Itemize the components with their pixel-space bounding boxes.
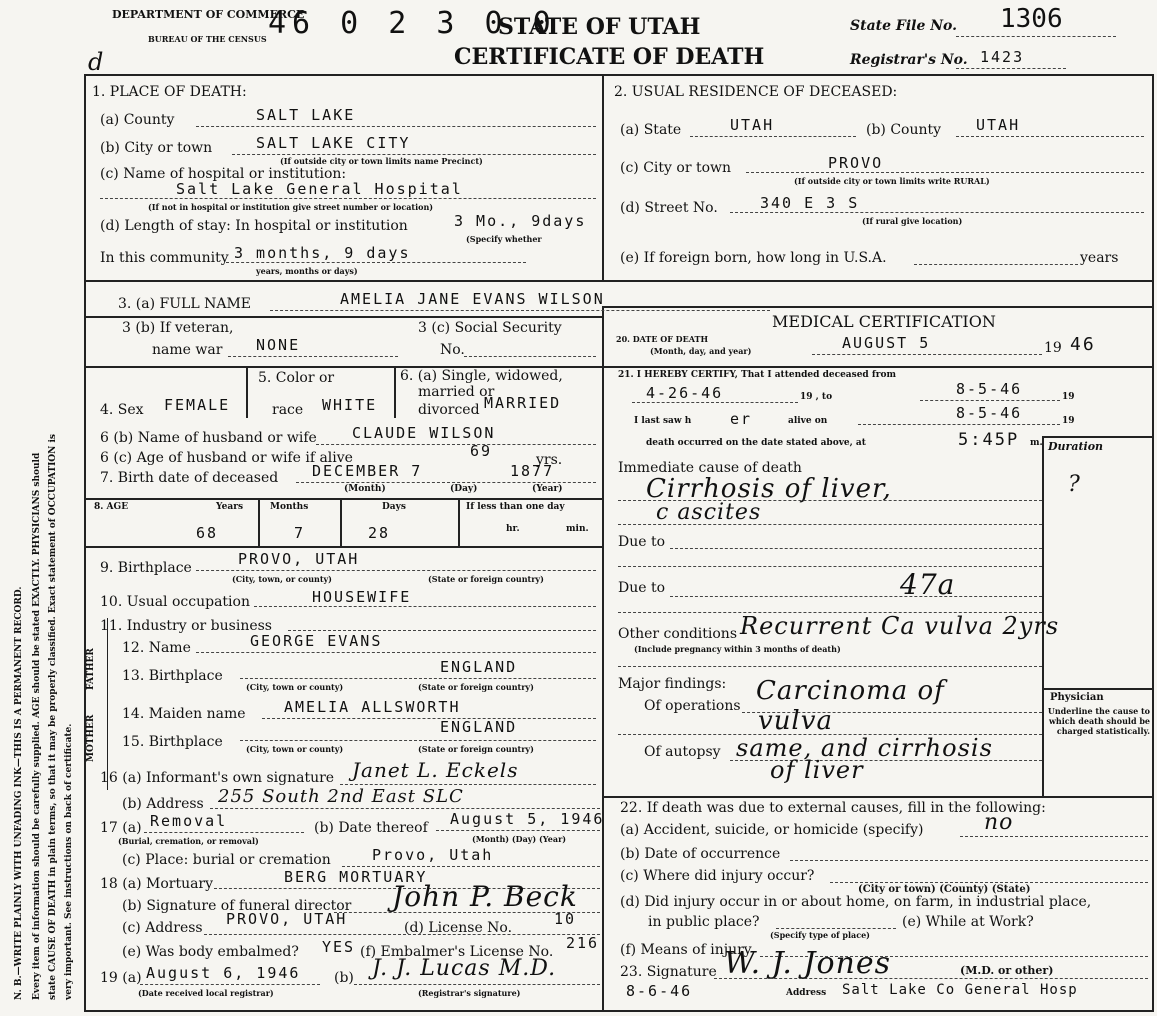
attended-to: 8-5-46 <box>956 380 1023 398</box>
res-state-label: (a) State <box>620 122 682 138</box>
other-conditions: Recurrent Ca vulva 2yrs <box>740 612 1060 640</box>
res-street: 340 E 3 S <box>760 194 860 212</box>
document-title: CERTIFICATE OF DEATH <box>454 44 765 70</box>
disposal-value: Removal <box>150 812 228 830</box>
res-city: PROVO <box>828 154 884 172</box>
to-century: 19 <box>1062 392 1075 402</box>
community-label: In this community <box>100 250 229 266</box>
physician-box-text: Underline the cause to which death should be charged statistically. <box>1047 706 1150 736</box>
age-years: 68 <box>196 524 219 542</box>
birth-month-label: (Month) <box>344 484 386 494</box>
mother-label: MOTHER <box>86 714 96 762</box>
filed-note: (Date received local registrar) <box>138 988 274 998</box>
to-label: 19 , to <box>800 392 833 402</box>
race-label: race <box>272 402 304 418</box>
father-label: FATHER <box>86 648 96 690</box>
instructions-line-3: state CAUSE OF DEATH in plain terms, so that it may be properly classified. Exact statement of OCCUPATION is <box>48 434 58 1000</box>
stay-label: (d) Length of stay: In hospital or institution <box>100 218 408 234</box>
age-months-header: Months <box>270 502 309 512</box>
saw-label: I last saw h <box>634 416 692 426</box>
immediate-duration: ? <box>1068 472 1081 497</box>
sig-addr-label: Address <box>786 988 827 998</box>
hospital-name: Salt Lake General Hospital <box>176 180 463 198</box>
signature-address: Salt Lake Co General Hosp <box>842 982 1078 998</box>
father-birthplace-label: 13. Birthplace <box>122 668 223 684</box>
operations-finding: Carcinoma of <box>756 676 945 706</box>
hospital-note: (If not in hospital or institution give street number or location) <box>148 202 434 212</box>
spouse-age-label: 6 (c) Age of husband or wife if alive <box>100 450 353 466</box>
death-time: 5:45P <box>958 430 1020 450</box>
alive-date: 8-5-46 <box>956 404 1023 422</box>
res-city-note: (If outside city or town limits write RURAL) <box>794 176 990 186</box>
dod-century: 19 <box>1044 340 1062 356</box>
full-name-label: 3. (a) FULL NAME <box>118 296 251 312</box>
dod-year: 46 <box>1070 334 1096 355</box>
where-label: (c) Where did injury occur? <box>620 868 815 884</box>
work-label: (e) While at Work? <box>902 914 1034 930</box>
embalmed-value: YES <box>322 938 356 956</box>
due-to-2-label: Due to <box>618 580 666 596</box>
ssn-label: 3 (c) Social Security <box>418 320 562 336</box>
marital-value: MARRIED <box>484 394 562 412</box>
immediate-cause-label: Immediate cause of death <box>618 460 802 476</box>
marital-label-2: married or <box>418 384 495 400</box>
age-years-header: Years <box>216 502 244 512</box>
informant-signature-label: 16 (a) Informant's own signature <box>100 770 335 786</box>
other-conditions-label: Other conditions <box>618 626 738 642</box>
spouse-age: 69 <box>470 442 493 460</box>
signature-date: 8-6-46 <box>626 982 693 1000</box>
accident-value: no <box>984 810 1014 835</box>
birth-date-label: 7. Birth date of deceased <box>100 470 279 486</box>
immediate-cause-2: c ascites <box>656 500 762 525</box>
father-bp-note-2: (State or foreign country) <box>418 682 534 692</box>
death-city-note: (If outside city or town limits name Precinct) <box>280 156 483 166</box>
age-months: 7 <box>294 524 306 542</box>
home-label: (d) Did injury occur in or about home, on farm, in industrial place, <box>620 894 1092 910</box>
license-value: 10 <box>554 910 577 928</box>
physician-box-title: Physician <box>1050 692 1104 703</box>
attended-from: 4-26-46 <box>646 384 724 402</box>
registrar-number: 1423 <box>980 48 1025 66</box>
spouse-name: CLAUDE WILSON <box>352 424 496 442</box>
foreign-label: (e) If foreign born, how long in U.S.A. <box>620 250 887 266</box>
birth-day-label: (Day) <box>450 484 478 494</box>
mother-birthplace-label: 15. Birthplace <box>122 734 223 750</box>
mortuary-address: PROVO, UTAH <box>226 910 348 928</box>
stay-community: 3 months, 9 days <box>234 244 411 262</box>
res-county: UTAH <box>976 116 1021 134</box>
res-city-label: (c) City or town <box>620 160 732 176</box>
full-name: AMELIA JANE EVANS WILSON <box>340 290 605 308</box>
foreign-years: years <box>1080 250 1119 266</box>
occurrence-label: (b) Date of occurrence <box>620 846 781 862</box>
autopsy-finding: same, and cirrhosis <box>736 734 993 762</box>
father-birthplace: ENGLAND <box>440 658 518 676</box>
means-label: (f) Means of injury <box>620 942 752 958</box>
disposal-date-note: (Month) (Day) (Year) <box>472 834 567 844</box>
age-min: min. <box>566 524 589 534</box>
disposal-date: August 5, 1946 <box>450 810 605 828</box>
medical-heading: MEDICAL CERTIFICATION <box>772 312 996 331</box>
units-note: years, months or days) <box>256 266 358 276</box>
sex-label: 4. Sex <box>100 402 144 418</box>
informant-address-label: (b) Address <box>122 796 204 812</box>
race-value: WHITE <box>322 396 378 414</box>
embalmer-license: 216 <box>566 934 600 952</box>
place-of-death-heading: 1. PLACE OF DEATH: <box>92 84 247 100</box>
registrar-label: Registrar's No. <box>850 52 968 68</box>
state-file-label: State File No. <box>850 18 958 34</box>
spouse-age-yrs: yrs. <box>536 452 563 468</box>
state-title: STATE OF UTAH <box>498 14 701 40</box>
ssn-no-label: No. <box>440 342 465 358</box>
father-name: GEORGE EVANS <box>250 632 383 650</box>
where-note: (City or town) (County) (State) <box>858 884 1031 895</box>
autopsy-label: Of autopsy <box>644 744 721 760</box>
dod-note: (Month, day, and year) <box>650 346 752 356</box>
mother-maiden-name: AMELIA ALLSWORTH <box>284 698 461 716</box>
birth-year-label: (Year) <box>532 484 563 494</box>
birthplace-note-2: (State or foreign country) <box>428 574 544 584</box>
death-city: SALT LAKE CITY <box>256 134 411 152</box>
registrar-signature: J. J. Lucas M.D. <box>372 956 557 981</box>
disposal-date-label: (b) Date thereof <box>314 820 428 836</box>
res-street-label: (d) Street No. <box>620 200 718 216</box>
spouse-label: 6 (b) Name of husband or wife <box>100 430 317 446</box>
age-less-day-header: If less than one day <box>466 502 565 512</box>
state-file-number: 1306 <box>1000 4 1063 34</box>
alive-label: alive on <box>788 416 828 426</box>
res-street-note: (If rural give location) <box>862 216 963 226</box>
residence-heading: 2. USUAL RESIDENCE OF DECEASED: <box>614 84 898 100</box>
registrar-sig-label: (b) <box>334 970 354 986</box>
director-signature-label: (b) Signature of funeral director <box>122 898 352 914</box>
age-days-header: Days <box>382 502 406 512</box>
burial-place-label: (c) Place: burial or cremation <box>122 852 331 868</box>
birth-year: 1877 <box>510 462 555 480</box>
marital-label-1: 6. (a) Single, widowed, <box>400 368 563 384</box>
operations-finding-2: vulva <box>758 706 833 736</box>
embalmed-label: (e) Was body embalmed? <box>122 944 299 960</box>
birth-month-day: DECEMBER 7 <box>312 462 423 480</box>
industry-label: 11. Industry or business <box>100 618 272 634</box>
public-place-note: (Specify type of place) <box>770 930 870 940</box>
department-label: DEPARTMENT OF COMMERCE <box>112 8 305 21</box>
informant-address: 255 South 2nd East SLC <box>218 786 464 807</box>
immediate-cause: Cirrhosis of liver, <box>646 474 892 504</box>
war-value: NONE <box>256 336 301 354</box>
operations-label: Of operations <box>644 698 741 714</box>
birthplace-note-1: (City, town, or county) <box>232 574 332 584</box>
disposal-label: 17 (a) <box>100 820 142 836</box>
occupation-value: HOUSEWIFE <box>312 588 412 606</box>
director-signature: John P. Beck <box>392 880 578 913</box>
embalmer-license-label: (f) Embalmer's License No. <box>360 944 554 960</box>
death-time-label: death occurred on the date stated above, at <box>646 438 866 448</box>
mortuary-name: BERG MORTUARY <box>284 868 428 886</box>
registrar-sig-note: (Registrar's signature) <box>418 988 521 998</box>
res-state: UTAH <box>730 116 775 134</box>
stay-hospital: 3 Mo., 9days <box>454 212 587 230</box>
major-findings-label: Major findings: <box>618 676 727 692</box>
burial-place: Provo, Utah <box>372 846 494 864</box>
mother-bp-note-1: (City, town or county) <box>246 744 344 754</box>
birthplace-label: 9. Birthplace <box>100 560 192 576</box>
filed-date: August 6, 1946 <box>146 964 301 982</box>
res-county-label: (b) County <box>866 122 942 138</box>
death-city-label: (b) City or town <box>100 140 213 156</box>
md-label: (M.D. or other) <box>960 964 1054 977</box>
public-place-label: in public place? <box>648 914 760 930</box>
mother-birthplace: ENGLAND <box>440 718 518 736</box>
autopsy-finding-2: of liver <box>770 756 864 784</box>
veteran-label: 3 (b) If veteran, <box>122 320 234 336</box>
saw-mid: er <box>730 410 753 428</box>
instructions-line-1: N. B.—WRITE PLAINLY WITH UNFADING INK—THIS IS A PERMANENT RECORD. <box>14 586 24 1000</box>
certificate-number: 46 0 2 3 0 0 <box>268 6 557 41</box>
death-county-label: (a) County <box>100 112 175 128</box>
alive-century: 19 <box>1062 416 1075 426</box>
dod-label: 20. DATE OF DEATH <box>616 334 708 344</box>
war-label: name war <box>152 342 223 358</box>
filed-label: 19 (a) <box>100 970 142 986</box>
bureau-label: BUREAU OF THE CENSUS <box>148 34 267 44</box>
age-label: 8. AGE <box>94 502 129 512</box>
death-county: SALT LAKE <box>256 106 356 124</box>
duration-header: Duration <box>1048 440 1104 453</box>
physician-signature: W. J. Jones <box>724 946 891 981</box>
external-causes-label: 22. If death was due to external causes, fill in the following: <box>620 800 1046 816</box>
informant-signature: Janet L. Eckels <box>352 758 519 782</box>
certify-label: 21. I HEREBY CERTIFY, That I attended deceased from <box>618 370 896 380</box>
instructions-line-2: Every item of information should be carefully supplied. AGE should be stated EXACTLY. PHYSICIANS should <box>32 452 42 1000</box>
mortuary-label: 18 (a) Mortuary <box>100 876 214 892</box>
disposal-note: (Burial, cremation, or removal) <box>118 836 259 846</box>
occupation-label: 10. Usual occupation <box>100 594 250 610</box>
death-time-m: m. <box>1030 438 1043 448</box>
margin-mark: d <box>88 48 105 76</box>
color-label: 5. Color or <box>258 370 335 386</box>
dod-value: AUGUST 5 <box>842 334 931 352</box>
sex-value: FEMALE <box>164 396 231 414</box>
specify-note: (Specify whether <box>466 234 542 244</box>
accident-label: (a) Accident, suicide, or homicide (specify) <box>620 822 924 838</box>
due-to-2: 47a <box>900 568 956 601</box>
hospital-label: (c) Name of hospital or institution: <box>100 166 347 182</box>
father-bp-note-1: (City, town or county) <box>246 682 344 692</box>
due-to-1-label: Due to <box>618 534 666 550</box>
mother-bp-note-2: (State or foreign country) <box>418 744 534 754</box>
physician-signature-label: 23. Signature <box>620 964 717 980</box>
other-conditions-note: (Include pregnancy within 3 months of death) <box>634 644 841 654</box>
father-name-label: 12. Name <box>122 640 191 656</box>
license-label: (d) License No. <box>404 920 513 936</box>
age-hr: hr. <box>506 524 520 534</box>
age-days: 28 <box>368 524 391 542</box>
instructions-line-4: very important. See instructions on back of certificate. <box>64 723 74 1000</box>
mortuary-address-label: (c) Address <box>122 920 203 936</box>
mother-maiden-label: 14. Maiden name <box>122 706 246 722</box>
marital-label-3: divorced <box>418 402 480 418</box>
birthplace-value: PROVO, UTAH <box>238 550 360 568</box>
